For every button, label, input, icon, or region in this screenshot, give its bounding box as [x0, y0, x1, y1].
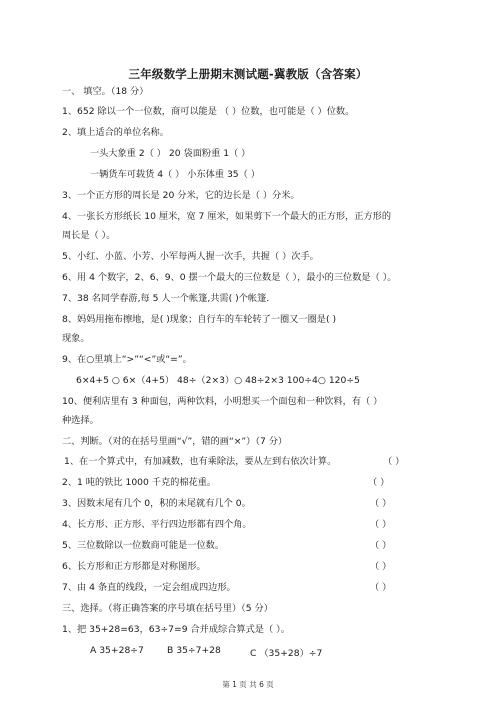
question-line: 3、一个正方形的周长是 20 分米，它的边长是（ ）分米。	[62, 190, 300, 201]
question-line: 现象。	[62, 333, 90, 344]
judgment-item: 2、1 吨的铁比 1000 千克的棉花重。	[62, 477, 217, 488]
question-line: 1、652 除以一个一位数，商可以能是 （ ）位数，也可能是（ ）位数。	[62, 106, 355, 117]
judgment-item: 1、在一个算式中，有加减数，也有乘除法，要从左到右依次计算。	[64, 456, 337, 467]
answer-blank: （ ）	[368, 477, 390, 488]
choice-question: 1、把 35+28=63，63÷7=9 合并成综合算式是（ ）。	[62, 624, 290, 635]
question-line: 2、填上适合的单位名称。	[62, 127, 169, 138]
choice-option-a: A 35+28÷7	[90, 645, 144, 656]
page-title: 三年级数学上册期末测试题-冀教版（含答案）	[128, 67, 368, 81]
answer-blank: （ ）	[383, 456, 405, 467]
answer-blank: （ ）	[370, 561, 392, 572]
question-line: 6、用 4 个数字，2、6、9、0 摆一个最大的三位数是（ ），最小的三位数是（ ）。	[62, 272, 397, 283]
judgment-item: 3、因数末尾有几个 0，积的末尾就有几个 0。	[62, 498, 251, 509]
answer-blank: （ ）	[370, 519, 392, 530]
answer-blank: （ ）	[370, 498, 392, 509]
comparison-line: 6×4+5 ○ 6×（4+5） 48÷（2×3）○ 48÷2×3 100÷4○ 120÷5	[76, 375, 360, 386]
question-line: 5、小红、小蓝、小芳、小军每两人握一次手，共握（ ）次手。	[62, 251, 319, 262]
question-line: 种选择。	[62, 415, 99, 426]
judgment-item: 6、长方形和正方形都是对称图形。	[62, 561, 206, 572]
question-line: 9、在○里填上“>”“<”或“=”。	[62, 354, 192, 365]
judgment-item: 7、由 4 条直的线段，一定会组成四边形。	[62, 582, 236, 593]
question-line: 4、一张长方形纸长 10 厘米，宽 7 厘米，如果剪下一个最大的正方形，正方形的	[62, 211, 392, 222]
choice-option-c: C （35+28）÷7	[250, 648, 323, 659]
question-line: 10、便利店里有 3 种面包，两种饮料，小明想买一个面包和一种饮料，有（ ）	[62, 396, 383, 407]
judgment-item: 4、长方形、正方形、平行四边形都有四个角。	[62, 519, 252, 530]
section-heading-fill-in: 一、 填空。（18 分）	[62, 86, 149, 97]
question-line: 一辆货车可载货 4（ ） 小东体重 35（ ）	[90, 169, 260, 180]
question-line: 8、妈妈用拖布擦地，是( )现象；自行车的车轮转了一圈又一圈是( )	[62, 314, 337, 325]
answer-blank: （ ）	[370, 582, 392, 593]
section-heading-true-false: 二、判断。（对的在括号里画“√”，错的画“×”）（7 分）	[62, 436, 288, 447]
question-line: 一头大象重 2（ ） 20 袋面粉重 1（ ）	[90, 148, 251, 159]
judgment-item: 5、三位数除以一位数商可能是一位数。	[62, 540, 225, 551]
question-line: 7、38 名同学春游,每 5 人一个帐篷,共需( )个帐篷.	[62, 293, 270, 304]
question-line: 周长是（ ）。	[62, 230, 116, 241]
section-heading-multiple-choice: 三、选择。（将正确答案的序号填在括号里）（5 分）	[62, 603, 273, 614]
page-footer: 第 1 页 共 6 页	[222, 680, 274, 689]
answer-blank: （ ）	[370, 540, 392, 551]
choice-option-b: B 35÷7+28	[167, 645, 221, 656]
